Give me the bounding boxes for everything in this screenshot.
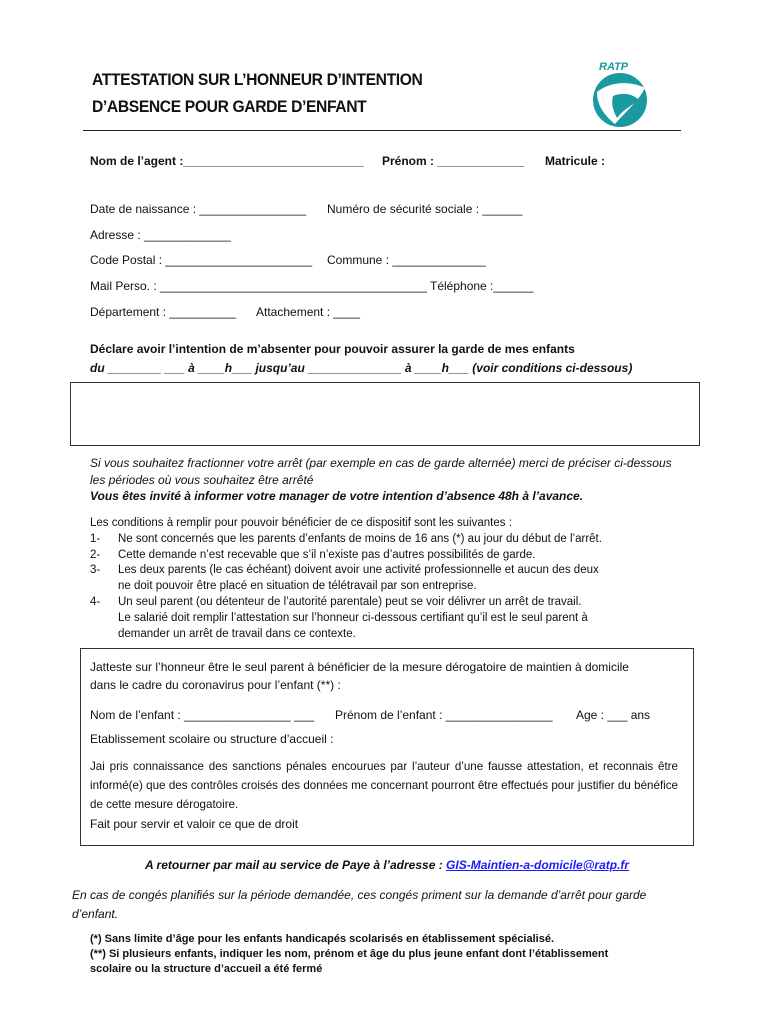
condition-item — [90, 548, 690, 564]
school-field[interactable]: Etablissement scolaire ou structure d’accueil : — [90, 732, 334, 746]
conditions-intro: Les conditions à remplir pour pouvoir bénéficier de ce dispositif sont les suivantes : — [90, 517, 512, 529]
manager-notice: Vous êtes invité à informer votre manager de votre intention d’absence 48h à l’avance. — [90, 489, 584, 503]
condition-number: 1- — [90, 532, 101, 545]
header-divider — [83, 130, 681, 131]
commune-field[interactable]: Commune : ______________ — [327, 253, 486, 267]
fraction-line-1: Si vous souhaitez fractionner votre arrêt (par exemple en cas de garde alternée) merci de préciser ci-dessous — [90, 456, 672, 470]
document-title — [92, 66, 422, 120]
birthdate-field[interactable]: Date de naissance : ________________ — [90, 202, 307, 216]
attest-line-2: dans le cadre du coronavirus pour l’enfant (**) : — [90, 678, 341, 692]
title-line-1: ATTESTATION SUR L’HONNEUR D’INTENTION — [92, 70, 423, 89]
child-firstname-field[interactable]: Prénom de l’enfant : ________________ — [335, 708, 553, 722]
conges-line-1: En cas de congés planifiés sur la période demandée, ces congés priment sur la demande d’arrêt pour garde — [72, 888, 647, 902]
condition-item — [90, 563, 690, 595]
condition-item — [90, 532, 690, 548]
ratp-logo — [583, 58, 657, 132]
condition-text: demander un arrêt de travail dans ce contexte. — [118, 627, 356, 640]
footnote-2-line-1: (**) Si plusieurs enfants, indiquer les nom, prénom et âge du plus jeune enfant dont l’établissement — [90, 948, 609, 960]
child-age-field[interactable]: Age : ___ ans — [576, 708, 651, 722]
condition-text: Les deux parents (le cas échéant) doivent avoir une activité professionnelle et aucun des deux — [118, 564, 599, 577]
declaration-line-1: Déclare avoir l’intention de m’absenter pour pouvoir assurer la garde de mes enfants — [90, 342, 575, 356]
footnote-2-line-2: scolaire ou la structure d’accueil a été fermé — [90, 963, 323, 975]
conditions-list — [90, 516, 690, 642]
logo-text: RATP — [599, 61, 629, 73]
condition-number: 4- — [90, 595, 101, 608]
attachment-field[interactable]: Attachement : ____ — [256, 305, 361, 319]
social-security-field[interactable]: Numéro de sécurité sociale : ______ — [327, 202, 523, 216]
attest-line-1: Jatteste sur l’honneur être le seul parent à bénéficier de la mesure dérogatoire de maintien à domicile — [90, 660, 629, 674]
title-line-2: D’ABSENCE POUR GARDE D’ENFANT — [92, 97, 367, 116]
phone-field[interactable]: Téléphone :______ — [430, 279, 534, 293]
condition-text: ne doit pouvoir être placé en situation de télétravail par son entreprise. — [118, 580, 477, 593]
email-field[interactable]: Mail Perso. : ________________________________________ — [90, 279, 427, 293]
department-field[interactable]: Département : __________ — [90, 305, 237, 319]
payroll-email-link[interactable]: GIS-Maintien-a-domicile@ratp.fr — [446, 858, 630, 872]
agent-name-field[interactable]: Nom de l’agent :___________________________ — [90, 154, 364, 168]
certification-text: Fait pour servir et valoir ce que de droit — [90, 817, 299, 831]
ratp-logo-icon — [583, 58, 657, 132]
periods-textarea[interactable] — [70, 382, 700, 446]
sanctions-text: Jai pris connaissance des sanctions pénales encourues par l’auteur d’une fausse attestation, et reconnais être informé(e) que des contrôles croisés des données me concernant pourront être effectués pour justifier du bénéfice de cette mesure dérogatoire. — [90, 760, 678, 811]
fraction-line-2: les périodes où vous souhaitez être arrêté — [90, 473, 314, 487]
footnote-1: (*) Sans limite d’âge pour les enfants handicapés scolarisés en établissement spécialisé. — [90, 933, 555, 945]
address-field[interactable]: Adresse : _____________ — [90, 228, 231, 242]
agent-matricule-field[interactable]: Matricule : — [545, 154, 606, 168]
postal-code-field[interactable]: Code Postal : ______________________ — [90, 253, 313, 267]
condition-text: Ne sont concernés que les parents d’enfants de moins de 16 ans (*) au jour du début de l’arrêt. — [118, 532, 602, 545]
condition-number: 3- — [90, 564, 101, 577]
child-name-field[interactable]: Nom de l’enfant : ________________ ___ — [90, 708, 315, 722]
condition-text: Cette demande n’est recevable que s’il n’existe pas d’autres possibilités de garde. — [118, 548, 536, 561]
agent-firstname-field[interactable]: Prénom : _____________ — [382, 154, 525, 168]
condition-number: 2- — [90, 548, 101, 561]
return-text: A retourner par mail au service de Paye à l’adresse : — [145, 858, 447, 872]
condition-text: Le salarié doit remplir l’attestation sur l’honneur ci-dessous certifiant qu’il est le seul parent à — [118, 611, 588, 624]
condition-item — [90, 595, 690, 642]
declaration-line-2[interactable]: du ________ ___ à ____h___ jusqu’au ______________ à ____h___ (voir conditions ci-dessous) — [90, 361, 633, 375]
return-instruction — [145, 858, 629, 872]
condition-text: Un seul parent (ou détenteur de l’autorité parentale) peut se voir délivrer un arrêt de travail. — [118, 595, 582, 608]
conges-line-2: d’enfant. — [72, 907, 119, 921]
